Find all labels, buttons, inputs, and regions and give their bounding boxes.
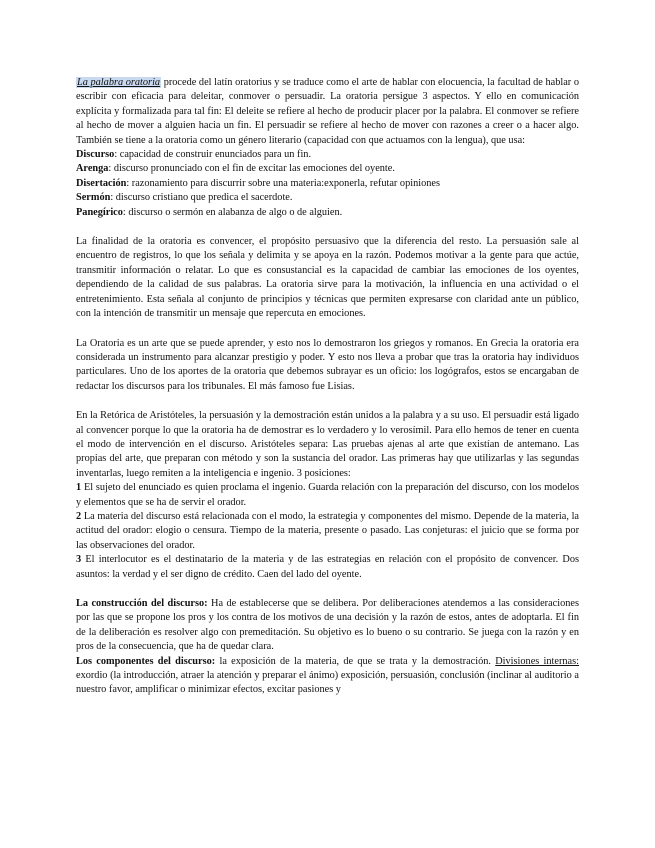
position-number: 3 [76, 554, 82, 566]
paragraph-oratoria-definition [76, 76, 579, 148]
genre-definition: : discurso pronunciado con el fin de excitar las emociones del oyente. [108, 163, 395, 175]
genre-definition: : discurso cristiano que predica el sacerdote. [110, 192, 293, 204]
genre-item [76, 177, 579, 191]
genre-item [76, 148, 579, 162]
genre-term: Disertación [76, 177, 127, 189]
paragraph-text: Ha de establecerse que se delibera. Por deliberaciones atendemos a las consideraciones por las que se propone los pros y los contra de los motivos de una decisión y la razón de estos, antes de adoptarla. El fin de la deliberación es resolver algo con premeditación. Su objetivo es lo bueno o su contrario. Se juega con la razón y en pros de la consecuencia, que ha de quedar clara. [76, 598, 579, 653]
genre-term: Sermón [76, 192, 111, 204]
genre-definition: : razonamiento para discurrir sobre una materia:exponerla, refutar opiniones [126, 177, 440, 189]
genre-definition: : discurso o sermón en alabanza de algo o de alguien. [122, 206, 343, 218]
paragraph-text: procede del latín oratorius y se traduce como el arte de hablar con elocuencia, la facultad de hablar o escribir con eficacia para deleitar, conmover o persuadir. La oratoria persigue 3 aspectos. Y ello en comunicación explícita y formalizada para tal fin: El deleite se refiere al hecho de producir placer por la palabra. El conmover se refiere al hecho de mover a alguien hacia un fin. El persuadir se refiere al hecho de mover con razones a creer o a hacer algo. También se tiene a la oratoria como un género literario (capacidad con que actuamos con la lengua), que usa: [76, 77, 579, 146]
underlined-term: Divisiones internas: [495, 655, 579, 667]
position-item [76, 510, 579, 553]
genre-item [76, 206, 579, 220]
paragraph-text: la exposición de la materia, de que se trata y la demostración. [215, 655, 496, 667]
genre-term: Arenga [76, 163, 109, 175]
position-number: 2 [76, 510, 82, 522]
genre-item [76, 191, 579, 205]
paragraph-construccion [76, 597, 579, 655]
section-heading: La construcción del discurso: [76, 598, 208, 609]
paragraph-componentes [76, 655, 579, 698]
genre-term: Discurso [76, 149, 115, 161]
genre-term: Panegírico [76, 206, 123, 218]
position-item [76, 481, 579, 510]
genre-list [76, 148, 579, 220]
position-item [76, 553, 579, 582]
position-text: La materia del discurso está relacionada con el modo, la estrategia y componentes del mismo. Depende de la materia, la actitud del orador: elogio o censura. Tiempo de la materia, presente o pasado. Las conjeturas: el juicio que se forma por las observaciones del orador. [76, 510, 579, 551]
highlighted-term[interactable]: La palabra oratoria [77, 77, 161, 88]
genre-definition: : capacidad de construir enunciados para un fin. [114, 149, 312, 161]
paragraph-arte: La Oratoria es un arte que se puede aprender, y esto nos lo demostraron los griegos y romanos. En Grecia la oratoria era considerada un instrumento para alcanzar prestigio y poder. Y esto nos lleva a probar que tras la oratoria hay individuos particulares. Uno de los aportes de la oratoria que debemos subrayar es un oficio: los logógrafos, estos se encargaban de redactar los discursos para los tribunales. El más famoso fue Lisias. [76, 337, 579, 392]
section-heading: Los componentes del discurso: [76, 655, 216, 667]
genre-item [76, 162, 579, 176]
position-text: El interlocutor es el destinatario de la materia y de las estrategias en relación con el propósito de convencer. Dos asuntos: la verdad y el ser digno de crédito. Caen del lado del oyente. [76, 554, 579, 580]
paragraph-aristoteles: En la Retórica de Aristóteles, la persuasión y la demostración están unidos a la palabra y a su uso. El persuadir está ligado al convencer porque lo que la oratoria ha de demostrar es lo verdadero y lo verosímil. Para ello hemos de tener en cuenta el modo de intervención en el discurso. Aristóteles separa: Las pruebas ajenas al arte que existían de antemano. Las propias del arte, que preparan con método y son la sustancia del orador. Las primeras hay que utilizarlas y las segundas inventarlas, luego remiten a la inteligencia e ingenio. 3 posiciones: [76, 410, 579, 479]
position-number: 1 [76, 482, 82, 494]
paragraph-text: exordio (la introducción, atraer la atención y preparar el ánimo) exposición, persuasión, conclusión (inclinar al auditorio a nuestro favor, amplificar o minimizar efectos, excitar pasiones y [76, 670, 579, 696]
position-text: El sujeto del enunciado es quien proclama el ingenio. Guarda relación con la preparación del discurso, con los modelos y elementos que se ha de servir el orador. [76, 482, 579, 508]
paragraph-finalidad: La finalidad de la oratoria es convencer, el propósito persuasivo que la diferencia del resto. La persuasión sale al encuentro de registros, lo que los señala y delimita y se apoya en la razón. Podemos motivar a la gente para que actúe, transmitir información o relatar. Lo que es consustancial es la capacidad de cambiar las emociones de los oyentes, dependiendo de la calidad de sus palabras. La oratoria sirve para la motivación, la influencia en una actividad o el entretenimiento. Esta señala al conjunto de principios y técnicas que permiten expresarse con claridad ante un público, con la intención de transmitir un mensaje que repercuta en emociones. [76, 236, 579, 320]
